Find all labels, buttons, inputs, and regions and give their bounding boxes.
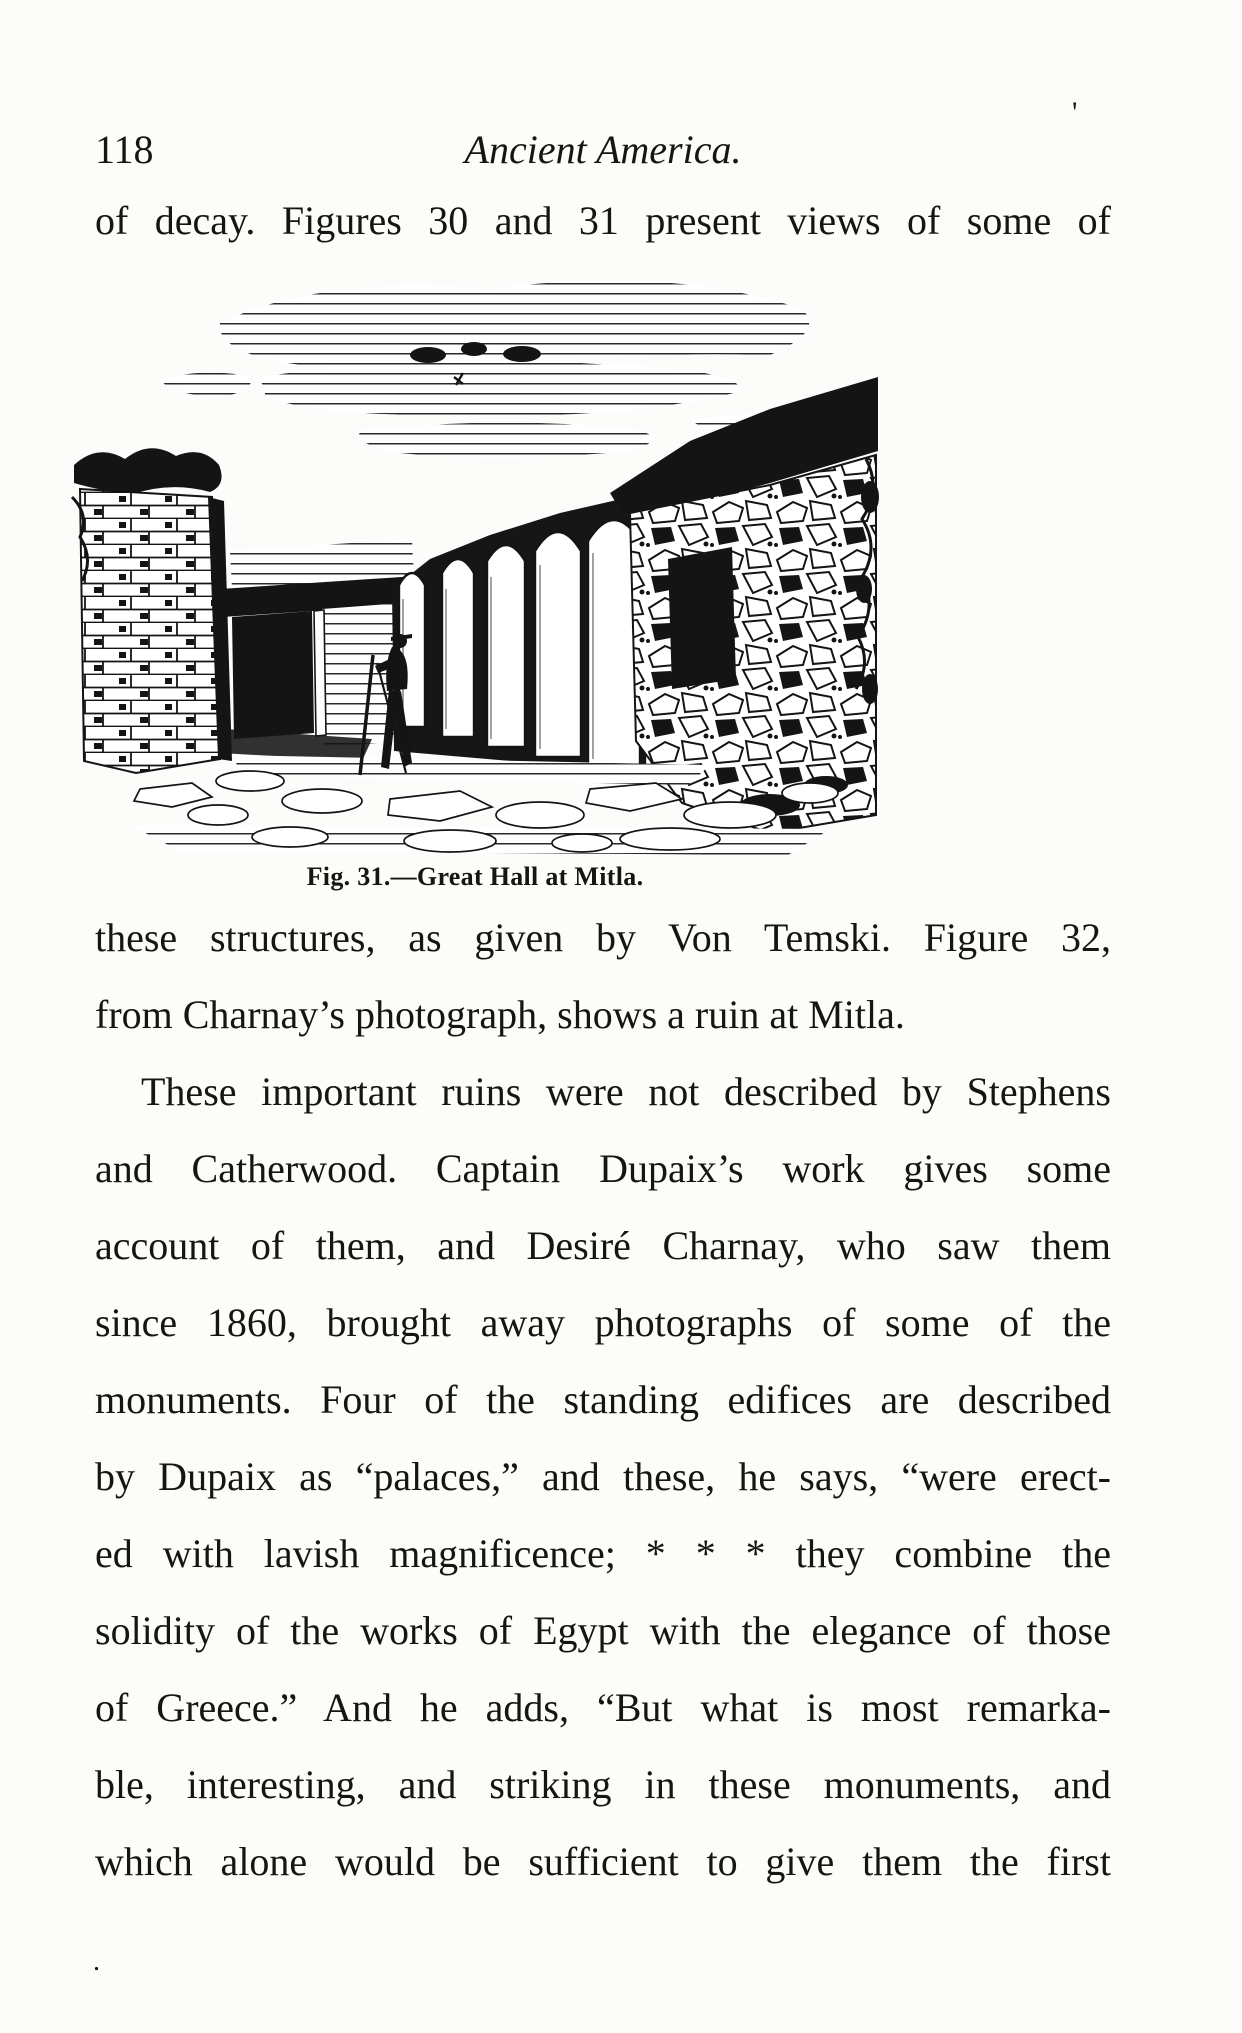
body-line: these structures, as given by Von Temski. Figure 32,: [95, 915, 1111, 960]
body-line: These important ruins were not described by Stephens: [141, 1069, 1111, 1114]
cloud-band: [160, 372, 251, 397]
figure-31: [70, 259, 880, 893]
body-line: of decay. Figures 30 and 31 present views of some of: [95, 198, 1111, 243]
body-line: by Dupaix as “palaces,” and these, he says, “were erect-: [95, 1454, 1111, 1499]
scan-artifact-top: ': [1072, 96, 1078, 129]
right-leaf: [856, 575, 872, 603]
body-line: and Catherwood. Captain Dupaix’s work gives some: [95, 1146, 1111, 1191]
horizon-clump: [410, 347, 446, 363]
page-header: [95, 126, 1111, 174]
body-line: solidity of the works of Egypt with the elegance of those: [95, 1608, 1111, 1653]
right-leaf: [861, 481, 879, 513]
cloud-band: [260, 360, 742, 415]
scan-artifact-bottom: .: [93, 1946, 100, 1977]
cloud-band: [359, 422, 653, 457]
page-content: [95, 0, 1111, 1900]
door-jamb: [314, 610, 326, 736]
dark-opening: [232, 611, 314, 739]
left-wall: [80, 489, 220, 773]
running-title: Ancient America.: [464, 127, 742, 172]
body-line: account of them, and Desiré Charnay, who saw them: [95, 1223, 1111, 1268]
body-line: which alone would be sufficient to give them the first: [95, 1839, 1111, 1884]
body-line: from Charnay’s photograph, shows a ruin at Mitla.: [95, 992, 905, 1037]
right-leaf: [862, 674, 878, 704]
body-line: monuments. Four of the standing edifices are described: [95, 1377, 1111, 1422]
body-line: of Greece.” And he adds, “But what is most remarka-: [95, 1685, 1111, 1730]
pillar: [487, 545, 525, 747]
wall-opening: [668, 547, 736, 689]
figure-caption: Fig. 31.—Great Hall at Mitla.: [306, 862, 644, 891]
body-line: ble, interesting, and striking in these monuments, and: [95, 1762, 1111, 1807]
pillar: [442, 559, 474, 737]
mitla-engraving-illustration: [70, 259, 880, 857]
body-line: ed with lavish magnificence; * * * they combine the: [95, 1531, 1111, 1576]
horizon-clump: [503, 346, 541, 362]
body-line: since 1860, brought away photographs of some of the: [95, 1300, 1111, 1345]
page-number: 118: [95, 127, 154, 172]
pillar: [535, 532, 581, 757]
horizon-clump: [461, 342, 487, 356]
left-foliage: [74, 448, 222, 495]
